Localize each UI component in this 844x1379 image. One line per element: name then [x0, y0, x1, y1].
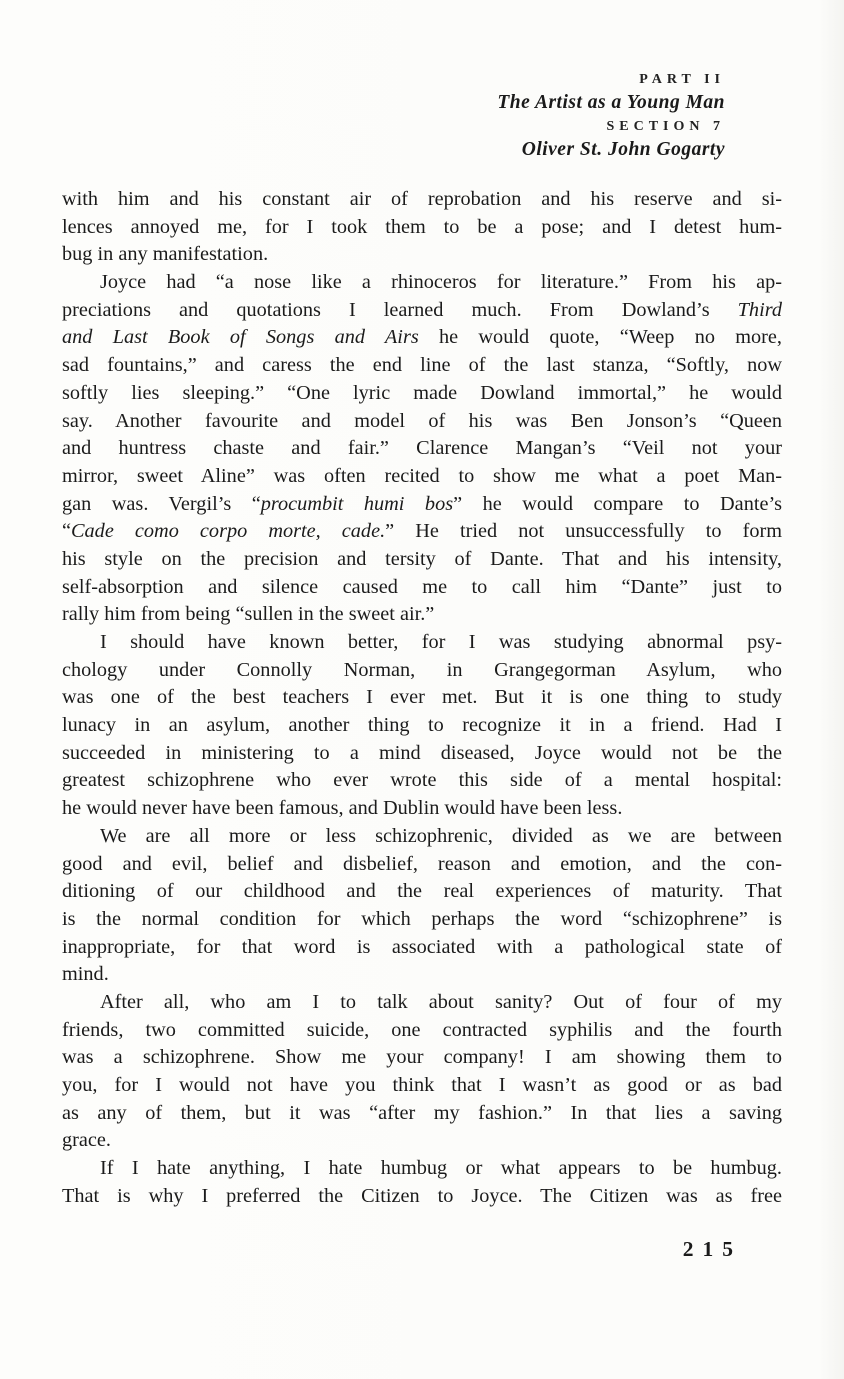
- text-line: you, for I would not have you think that I wasn’t as good or as bad: [62, 1074, 782, 1096]
- text-line: lunacy in an asylum, another thing to recognize it in a friend. Had I: [62, 714, 782, 737]
- text-line: If I hate anything, I hate humbug or what appears to be humbug.: [100, 1157, 782, 1180]
- text-line: say. Another favourite and model of his was Ben Jonson’s “Queen: [62, 409, 782, 432]
- text-line: rally him from being “sullen in the sweet air.”: [62, 603, 435, 626]
- text-line: he would never have been famous, and Dublin would have been less.: [62, 797, 623, 820]
- text-line: mind.: [62, 963, 109, 986]
- text-line: inappropriate, for that word is associated with a pathological state of: [62, 935, 782, 958]
- text-line: succeeded in ministering to a mind diseased, Joyce would not be the: [62, 741, 782, 764]
- page-number: 215: [682, 1237, 742, 1261]
- text-line: Joyce had “a nose like a rhinoceros for literature.” From his ap-: [100, 271, 782, 294]
- text-line: bug in any manifestation.: [62, 243, 269, 266]
- text-line: greatest schizophrene who ever wrote this side of a mental hospital:: [62, 769, 782, 792]
- text-line: We are all more or less schizophrenic, divided as we are between: [100, 824, 782, 847]
- text-line: grace.: [62, 1129, 111, 1152]
- page-body: [62, 186, 782, 1210]
- text-line: That is why I preferred the Citizen to Joyce. The Citizen was as free: [62, 1184, 782, 1207]
- text-line: self-absorption and silence caused me to call him “Dante” just to: [62, 575, 782, 598]
- text-line: mirror, sweet Aline” was often recited to show me what a poet Man-: [62, 464, 782, 487]
- text-line: “Cade como corpo morte, cade.” He tried not unsuccessfully to form: [62, 520, 782, 543]
- text-line: friends, two committed suicide, one contracted syphilis and the fourth: [62, 1018, 782, 1041]
- text-line: is the normal condition for which perhaps the word “schizophrene” is: [62, 907, 782, 930]
- text-line: was a schizophrene. Show me your company! I am showing them to: [62, 1046, 782, 1069]
- book-title: The Artist as a Young Man: [497, 92, 725, 113]
- text-line: as any of them, but it was “after my fashion.” In that lies a saving: [62, 1101, 782, 1124]
- text-line: his style on the precision and tersity of Dante. That and his intensity,: [62, 547, 782, 570]
- text-line: good and evil, belief and disbelief, reason and emotion, and the con-: [62, 852, 782, 875]
- text-line: was one of the best teachers I ever met. But it is one thing to study: [62, 686, 782, 709]
- text-line: ditioning of our childhood and the real experiences of maturity. That: [62, 880, 782, 903]
- text-line: sad fountains,” and caress the end line of the last stanza, “Softly, now: [62, 354, 782, 377]
- text-line: softly lies sleeping.” “One lyric made Dowland immortal,” he would: [62, 381, 782, 404]
- text-line: I should have known better, for I was studying abnormal psy-: [100, 631, 782, 653]
- part-label: PART II: [639, 72, 725, 87]
- text-line: lences annoyed me, for I took them to be a pose; and I detest hum-: [62, 215, 782, 238]
- text-line: and huntress chaste and fair.” Clarence Mangan’s “Veil not your: [62, 437, 782, 460]
- text-line: preciations and quotations I learned much. From Dowland’s Third: [62, 298, 782, 321]
- text-line: gan was. Vergil’s “procumbit humi bos” he would compare to Dante’s: [62, 492, 782, 515]
- text-line: and Last Book of Songs and Airs he would quote, “Weep no more,: [62, 326, 782, 349]
- text-line: After all, who am I to talk about sanity? Out of four of my: [100, 990, 782, 1013]
- text-line: with him and his constant air of reprobation and his reserve and si-: [62, 188, 782, 210]
- chapter-title: Oliver St. John Gogarty: [521, 138, 725, 160]
- section-label: SECTION 7: [606, 118, 725, 134]
- text-line: chology under Connolly Norman, in Grangegorman Asylum, who: [62, 658, 782, 681]
- running-head: [497, 68, 725, 161]
